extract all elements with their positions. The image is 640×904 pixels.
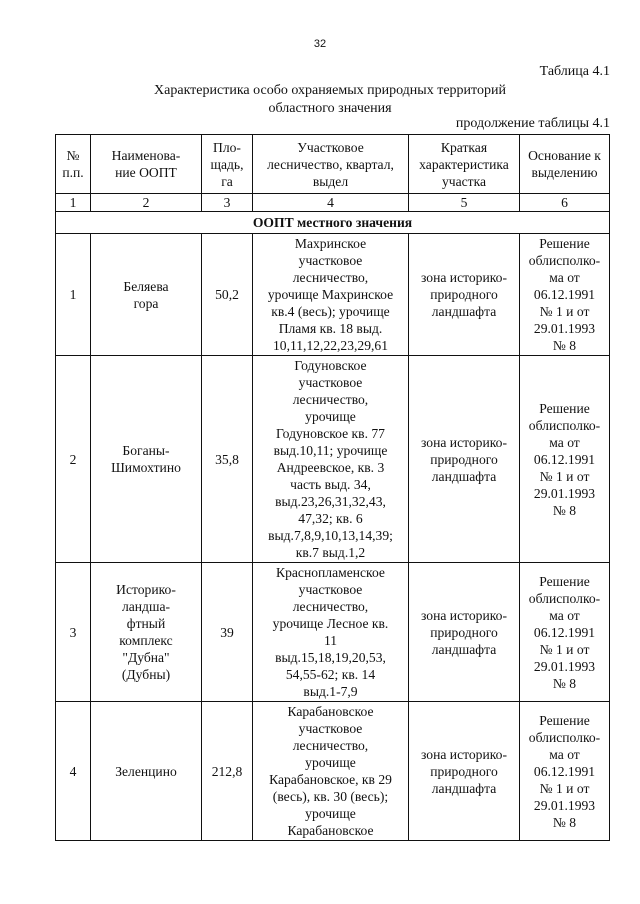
header-cell	[253, 135, 409, 194]
area-name-line: Зеленцино	[115, 763, 177, 779]
header-line: выдел	[312, 173, 349, 189]
forestry-location-line: лесничество,	[292, 599, 369, 614]
protected-areas-table	[55, 134, 610, 841]
continuation-note: продолжение таблицы 4.1	[455, 116, 610, 131]
designation-basis	[520, 563, 610, 702]
forestry-location-line: Пламя кв. 18 выд.	[278, 321, 383, 336]
column-number-row	[56, 194, 610, 212]
area-name-line: (Дубны)	[121, 667, 171, 682]
forestry-location-line: Годуновское кв. 77	[276, 426, 385, 441]
area-name	[91, 234, 202, 356]
forestry-location-line: выд.1-7,9	[303, 684, 358, 699]
row-number: 1	[56, 234, 91, 356]
area-name-line: ландша-	[121, 599, 171, 614]
forestry-location-line: Андреевское, кв. 3	[276, 460, 385, 475]
forestry-location-line: 11	[323, 633, 338, 648]
forestry-location-line: урочище	[305, 755, 356, 770]
designation-basis-line: Решение	[539, 712, 590, 728]
area-size: 39	[202, 563, 253, 702]
designation-basis-line: № 1 и от	[539, 468, 590, 484]
area-name-line: Шимохтино	[111, 460, 181, 475]
forestry-location-line: лесничество,	[292, 392, 369, 407]
forestry-location-line: участковое	[298, 582, 363, 597]
designation-basis-line: Решение	[539, 400, 590, 416]
section-title: ООПТ местного значения	[56, 212, 610, 234]
header-cell	[91, 135, 202, 194]
designation-basis-line: ма от	[549, 607, 580, 623]
forestry-location-line: 10,11,12,22,23,29,61	[272, 338, 389, 353]
forestry-location-line: выд.7,8,9,10,13,14,39;	[268, 528, 393, 543]
header-line: п.п.	[62, 165, 84, 180]
header-line: №	[66, 148, 80, 163]
area-name-line: "Дубна"	[122, 650, 170, 665]
area-name	[91, 702, 202, 841]
page-number: 32	[313, 38, 327, 50]
designation-basis-line: № 1 и от	[539, 304, 590, 319]
designation-basis-line: № 8	[552, 675, 577, 691]
designation-basis-line: ма от	[549, 434, 580, 450]
header-line: Основание к	[528, 148, 601, 163]
designation-basis-line: 29.01.1993	[533, 797, 596, 813]
header-line: Наименова-	[111, 148, 181, 163]
forestry-location-line: урочище Лесное кв.	[272, 616, 389, 631]
column-number: 1	[56, 194, 91, 212]
column-number: 6	[520, 194, 610, 212]
table-title-line-2: областного значения	[268, 101, 392, 116]
site-characteristic-line: зона историко-	[421, 270, 507, 285]
site-characteristic-line: ландшафта	[431, 304, 497, 319]
designation-basis-line: № 1 и от	[539, 641, 590, 657]
area-name	[91, 356, 202, 563]
site-characteristic	[409, 234, 520, 356]
designation-basis-line: 29.01.1993	[533, 485, 596, 501]
designation-basis-line: № 1 и от	[539, 780, 590, 796]
site-characteristic-line: природного	[430, 451, 498, 467]
forestry-location-line: выд.15,18,19,20,53,	[275, 650, 386, 665]
area-name-line: фтный	[126, 616, 166, 631]
area-size: 212,8	[202, 702, 253, 841]
forestry-location-line: Карабановское, кв 29	[269, 772, 392, 787]
header-line: Краткая	[440, 139, 488, 155]
site-characteristic-line: ландшафта	[431, 641, 497, 657]
designation-basis	[520, 356, 610, 563]
forestry-location-line: участковое	[298, 375, 363, 390]
forestry-location-line: кв.4 (весь); урочище	[271, 304, 390, 319]
row-number: 3	[56, 563, 91, 702]
forestry-location-line: лесничество,	[292, 270, 369, 285]
forestry-location-line: часть выд. 34,	[290, 477, 371, 492]
area-name-line: Боганы-	[122, 443, 170, 458]
forestry-location-line: выд.10,11; урочище	[273, 443, 388, 458]
forestry-location-line: 54,55-62; кв. 14	[285, 667, 376, 682]
designation-basis-line: ма от	[549, 746, 580, 762]
designation-basis-line: Решение	[539, 236, 590, 251]
area-name-line: гора	[133, 295, 159, 311]
section-row	[56, 212, 610, 234]
designation-basis-line: Решение	[539, 573, 590, 589]
designation-basis-line: 06.12.1991	[533, 287, 596, 302]
table-title-line-1: Характеристика особо охраняемых природных территорий	[154, 83, 506, 98]
forestry-location-line: участковое	[298, 721, 363, 736]
forestry-location-line: Карабановское	[287, 704, 374, 719]
area-size: 35,8	[202, 356, 253, 563]
header-line: участка	[441, 173, 487, 189]
area-name-line: Историко-	[116, 582, 176, 597]
designation-basis-line: № 8	[552, 502, 577, 518]
site-characteristic-line: зона историко-	[421, 607, 507, 623]
row-number: 4	[56, 702, 91, 841]
forestry-location-line: урочище	[305, 806, 356, 821]
site-characteristic-line: ландшафта	[431, 468, 497, 484]
site-characteristic-line: природного	[430, 763, 498, 779]
designation-basis-line: облисполко-	[528, 417, 601, 433]
header-line: лесничество, квартал,	[267, 156, 394, 172]
forestry-location-line: Махринское	[294, 236, 367, 251]
area-name-line: комплекс	[119, 633, 173, 648]
table-label: Таблица 4.1	[539, 64, 610, 79]
forestry-location-line: участковое	[298, 253, 363, 268]
forestry-location	[253, 356, 409, 563]
designation-basis	[520, 702, 610, 841]
column-number: 5	[409, 194, 520, 212]
site-characteristic	[409, 702, 520, 841]
header-line: ние ООПТ	[115, 165, 177, 180]
forestry-location-line: урочище Махринское	[267, 287, 394, 302]
site-characteristic-line: зона историко-	[421, 434, 507, 450]
designation-basis-line: 29.01.1993	[533, 321, 596, 336]
forestry-location	[253, 563, 409, 702]
forestry-location	[253, 234, 409, 356]
column-number: 2	[91, 194, 202, 212]
site-characteristic-line: ландшафта	[431, 780, 497, 796]
table-row	[56, 356, 610, 563]
designation-basis-line: 06.12.1991	[533, 763, 596, 779]
header-cell	[56, 135, 91, 194]
forestry-location-line: урочище	[305, 409, 356, 424]
area-size: 50,2	[202, 234, 253, 356]
header-row	[56, 135, 610, 194]
designation-basis-line: № 8	[552, 338, 577, 353]
forestry-location-line: кв.7 выд.1,2	[295, 545, 366, 560]
forestry-location-line: (весь), кв. 30 (весь);	[272, 789, 389, 804]
table-row	[56, 563, 610, 702]
forestry-location-line: Годуновское	[294, 358, 367, 373]
site-characteristic	[409, 356, 520, 563]
header-line: щадь,	[210, 156, 244, 172]
forestry-location	[253, 702, 409, 841]
designation-basis-line: 29.01.1993	[533, 658, 596, 674]
forestry-location-line: Карабановское	[287, 823, 374, 838]
header-cell	[520, 135, 610, 194]
site-characteristic-line: зона историко-	[421, 746, 507, 762]
designation-basis-line: 06.12.1991	[533, 451, 596, 467]
row-number: 2	[56, 356, 91, 563]
designation-basis-line: ма от	[549, 270, 580, 285]
designation-basis-line: облисполко-	[528, 729, 601, 745]
header-line: выделению	[531, 165, 598, 180]
header-line: Пло-	[213, 139, 241, 155]
header-line: характеристика	[419, 156, 509, 172]
designation-basis-line: облисполко-	[528, 253, 601, 268]
column-number: 4	[253, 194, 409, 212]
forestry-location-line: лесничество,	[292, 738, 369, 753]
designation-basis-line: № 8	[552, 814, 577, 830]
table-row	[56, 234, 610, 356]
header-line: Участковое	[297, 139, 364, 155]
site-characteristic	[409, 563, 520, 702]
column-number: 3	[202, 194, 253, 212]
table-row	[56, 702, 610, 841]
designation-basis-line: облисполко-	[528, 590, 601, 606]
designation-basis	[520, 234, 610, 356]
header-line: га	[221, 173, 233, 189]
forestry-location-line: выд.23,26,31,32,43,	[275, 494, 386, 509]
forestry-location-line: 47,32; кв. 6	[298, 511, 363, 526]
table-title	[60, 82, 600, 118]
area-name	[91, 563, 202, 702]
area-name-line: Беляева	[123, 278, 169, 294]
header-cell	[202, 135, 253, 194]
site-characteristic-line: природного	[430, 287, 498, 302]
header-cell	[409, 135, 520, 194]
forestry-location-line: Краснопламенское	[276, 565, 385, 580]
designation-basis-line: 06.12.1991	[533, 624, 596, 640]
site-characteristic-line: природного	[430, 624, 498, 640]
